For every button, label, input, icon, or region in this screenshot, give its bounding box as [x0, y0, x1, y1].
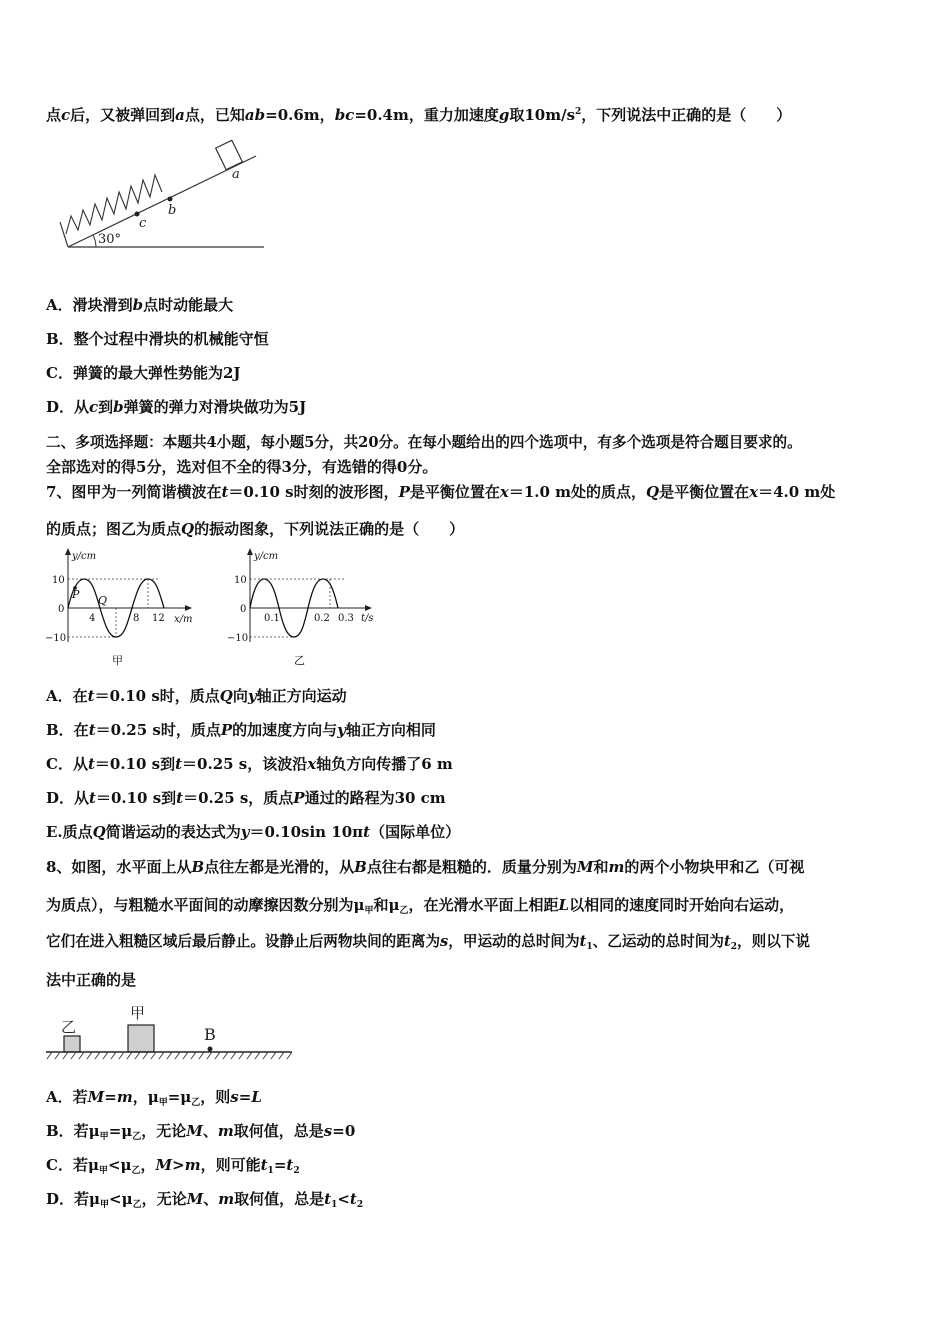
- q8-option-a: [46, 1087, 262, 1113]
- tick-y-0: 0: [240, 604, 247, 615]
- y-axis-label: y/cm: [254, 551, 279, 562]
- text: 它们在进入粗糙区域后最后静止。设静止后两物块间的距离为: [46, 933, 441, 950]
- text: A．在: [46, 687, 88, 705]
- q7-option-d: [46, 788, 446, 808]
- q8-stem-line4: 法中正确的是: [46, 971, 137, 989]
- text: 到: [98, 398, 114, 416]
- text: ，则可能: [200, 1156, 261, 1174]
- text: 和: [593, 858, 609, 876]
- text: ，则以下说: [737, 933, 810, 950]
- text: =0.6m，: [265, 106, 335, 124]
- text: ，则: [200, 1088, 231, 1106]
- text: =: [104, 1088, 117, 1106]
- var: M: [186, 1190, 204, 1208]
- text: 弹簧的弹力对滑块做功为5J: [123, 398, 307, 416]
- var: Q: [181, 520, 195, 538]
- text: 是平衡位置在: [659, 483, 750, 501]
- text: A．若: [46, 1088, 88, 1106]
- var: x: [307, 755, 317, 773]
- var: t: [87, 687, 95, 705]
- text: ，无论: [141, 1190, 187, 1208]
- text: E.质点: [46, 823, 93, 841]
- tick-t-0-3: 0.3: [338, 613, 354, 624]
- var: P: [220, 721, 233, 739]
- var: M: [87, 1088, 105, 1106]
- text: ，在光滑水平面上相距: [408, 896, 559, 914]
- text: ，: [140, 1156, 156, 1174]
- subscript: 乙: [131, 1166, 141, 1176]
- slider-block: [216, 140, 243, 169]
- y-axis-arrow: [247, 548, 253, 555]
- tick-x-12: 12: [152, 613, 165, 624]
- point-b-label: b: [168, 203, 177, 218]
- text: 是平衡位置在: [409, 483, 500, 501]
- text: 以相同的速度同时开始向右运动，: [569, 896, 795, 914]
- subscript: 甲: [100, 1200, 110, 1210]
- q7-stem-line2: [46, 519, 464, 539]
- point-p-label: P: [72, 588, 80, 601]
- text: B．在: [46, 721, 89, 739]
- tick-t-0-2: 0.2: [314, 613, 330, 624]
- text: >: [172, 1156, 185, 1174]
- point-q-label: Q: [98, 594, 108, 607]
- var: s: [323, 1122, 333, 1140]
- incline-figure: [56, 134, 271, 252]
- exponent: 2: [575, 107, 582, 117]
- point-b-dot: [168, 197, 173, 202]
- text: <μ: [107, 1156, 132, 1174]
- text: 点往左都是光滑的，从: [204, 858, 355, 876]
- x-axis-label: x/m: [174, 614, 193, 625]
- text: 和μ: [373, 896, 400, 914]
- text: 、: [202, 1122, 218, 1140]
- text: 轴负方向传播了6 m: [316, 755, 453, 773]
- label-yi: 乙: [61, 1018, 77, 1036]
- var: m: [116, 1088, 133, 1106]
- text: ＝0.25 s，质点: [183, 789, 294, 807]
- var: t: [579, 933, 587, 950]
- tick-t-0-1: 0.1: [264, 613, 280, 624]
- y-axis-arrow: [65, 548, 71, 555]
- point-b-dot: [208, 1047, 213, 1052]
- text: =: [273, 1156, 287, 1174]
- q6-option-a: [46, 295, 233, 315]
- text: 向: [232, 687, 248, 705]
- q7-option-c: [46, 754, 453, 774]
- text: =μ: [108, 1122, 133, 1140]
- text: 通过的路程为30 cm: [304, 789, 446, 807]
- section2-line1: 二、多项选择题：本题共4小题，每小题5分，共20分。在每小题给出的四个选项中，有多个选项是符合题目要求的。: [46, 434, 802, 451]
- var: t: [176, 789, 184, 807]
- q6-option-c: C．弹簧的最大弹性势能为2J: [46, 364, 241, 382]
- text: 为质点），与粗糙水平面间的动摩擦因数分别为μ: [46, 896, 365, 914]
- var: y: [240, 823, 250, 841]
- var: t: [324, 1190, 332, 1208]
- block-yi: [64, 1036, 80, 1052]
- var: t: [89, 789, 96, 807]
- q7-option-b: [46, 720, 436, 740]
- angle-label: 30°: [98, 232, 122, 247]
- var: y: [337, 721, 346, 739]
- label-jia: 甲: [130, 1004, 146, 1022]
- subscript: 甲: [99, 1132, 109, 1142]
- q7-stem-line1: [46, 482, 835, 502]
- text: 7、图甲为一列简谐横波在: [46, 483, 222, 501]
- text: 8、如图，水平面上从: [46, 858, 192, 876]
- var: M: [155, 1156, 173, 1174]
- text: 轴正方向运动: [256, 687, 347, 705]
- text: 简谐运动的表达式为: [105, 823, 241, 841]
- text: 点往右都是粗糙的．质量分别为: [366, 858, 577, 876]
- subscript: 乙: [132, 1200, 142, 1210]
- text: 后，又被弹回到: [70, 106, 176, 124]
- q8-stem-line2: [46, 895, 794, 921]
- q6-stem: [46, 102, 791, 125]
- var: Q: [646, 483, 660, 501]
- var: Q: [219, 687, 233, 705]
- var: P: [293, 789, 305, 807]
- text: 轴正方向相同: [345, 721, 436, 739]
- text: ＝0.10 s时刻的波形图，: [228, 483, 399, 501]
- var: t: [724, 933, 731, 950]
- wave-figure-yi: [222, 546, 382, 670]
- var: s: [230, 1088, 239, 1106]
- var: L: [558, 896, 570, 914]
- text: D．从: [46, 789, 90, 807]
- text: ，下列说法中正确的是（ ）: [581, 106, 792, 124]
- y-axis-label: y/cm: [72, 551, 97, 562]
- subscript: 甲: [158, 1098, 168, 1108]
- text: 、: [203, 1190, 219, 1208]
- caption-yi: 乙: [294, 654, 305, 667]
- var-a: a: [175, 106, 185, 124]
- var: L: [251, 1088, 262, 1106]
- text: A．滑块滑到: [46, 296, 133, 314]
- text: =0.4m，重力加速度: [354, 106, 499, 124]
- var: t: [87, 755, 95, 773]
- ground-hatching: [47, 1052, 292, 1059]
- q7-option-e: [46, 822, 460, 842]
- t-axis-label: t/s: [361, 613, 374, 624]
- section2-line2: 全部选对的得5分，选对但不全的得3分，有选错的得0分。: [46, 458, 438, 476]
- label-b: B: [204, 1025, 216, 1044]
- var: x: [749, 483, 759, 501]
- text: <μ: [109, 1190, 133, 1208]
- text: ＝0.25 s，该波沿: [182, 755, 308, 773]
- subscript: 乙: [191, 1098, 201, 1108]
- var: b: [132, 296, 144, 314]
- text: ＝0.10 s时，质点: [94, 687, 220, 705]
- text: D．若μ: [46, 1190, 100, 1208]
- subscript: 2: [730, 942, 738, 952]
- text: C．从: [46, 755, 88, 773]
- var: m: [608, 858, 625, 876]
- q8-stem-line1: [46, 857, 804, 877]
- tick-y-10: 10: [52, 575, 65, 586]
- q8-option-d: [46, 1189, 363, 1215]
- var: M: [186, 1122, 203, 1140]
- wall-line: [60, 222, 68, 247]
- text: ，μ: [132, 1088, 159, 1106]
- subscript: 1: [331, 1200, 338, 1210]
- text: （国际单位）: [370, 823, 461, 841]
- point-a-label: a: [232, 167, 240, 182]
- subscript: 2: [293, 1166, 300, 1176]
- subscript: 1: [267, 1166, 274, 1176]
- tick-y-0: 0: [58, 604, 65, 615]
- q8-option-c: [46, 1155, 300, 1181]
- text: ＝4.0 m处: [758, 483, 836, 501]
- text: ＝0.10 s到: [94, 755, 176, 773]
- text: =0: [332, 1122, 356, 1140]
- var: m: [217, 1122, 234, 1140]
- q8-stem-line3: [46, 932, 810, 957]
- var-ab: ab: [244, 106, 266, 124]
- text: =: [238, 1088, 252, 1106]
- var: c: [89, 398, 99, 416]
- var: b: [113, 398, 124, 416]
- text: 、乙运动的总时间为: [592, 933, 724, 950]
- var: B: [354, 858, 367, 876]
- text: ＝1.0 m处的质点，: [508, 483, 647, 501]
- subscript: 乙: [399, 906, 409, 916]
- text: 的两个小物块甲和乙（可视: [624, 858, 805, 876]
- blocks-figure: [44, 998, 296, 1064]
- text: ＝0.10sin 10π: [249, 823, 364, 841]
- text: =μ: [167, 1088, 192, 1106]
- text: 取何值，总是: [233, 1122, 324, 1140]
- subscript: 1: [586, 942, 593, 952]
- text: ，无论: [141, 1122, 187, 1140]
- text: 点时动能最大: [143, 296, 234, 314]
- tick-x-4: 4: [89, 613, 96, 624]
- text: 的振动图象，下列说法正确的是（ ）: [194, 520, 465, 538]
- var-bc: bc: [334, 106, 355, 124]
- var: t: [260, 1156, 268, 1174]
- text: ＝0.25 s时，质点: [95, 721, 221, 739]
- var: P: [398, 483, 410, 501]
- q6-option-d: [46, 397, 306, 417]
- var: s: [440, 933, 449, 950]
- subscript: 乙: [132, 1132, 142, 1142]
- wave-figure-jia: [42, 546, 202, 670]
- text: ，甲运动的总时间为: [448, 933, 580, 950]
- block-jia: [128, 1025, 154, 1052]
- text: 的质点；图乙为质点: [46, 520, 182, 538]
- var: t: [88, 721, 96, 739]
- text: 的加速度方向与: [232, 721, 338, 739]
- var: t: [363, 823, 371, 841]
- text: <: [337, 1190, 350, 1208]
- t-axis-arrow: [365, 605, 372, 611]
- x-axis-arrow: [185, 605, 192, 611]
- q6-option-b: B．整个过程中滑块的机械能守恒: [46, 330, 269, 348]
- subscript: 甲: [98, 1166, 108, 1176]
- q7-option-a: [46, 686, 347, 706]
- text: 点: [46, 106, 62, 124]
- angle-arc: [93, 235, 96, 247]
- point-c-label: c: [139, 216, 147, 231]
- var: x: [499, 483, 509, 501]
- var-g: g: [498, 106, 510, 124]
- subscript: 甲: [364, 906, 374, 916]
- var: Q: [92, 823, 106, 841]
- var: m: [184, 1156, 201, 1174]
- tick-x-8: 8: [133, 613, 140, 624]
- var-c: c: [61, 106, 71, 124]
- tick-y-neg10: −10: [227, 633, 249, 644]
- text: D．从: [46, 398, 90, 416]
- var: t: [286, 1156, 294, 1174]
- var: t: [349, 1190, 357, 1208]
- q8-option-b: [46, 1121, 355, 1147]
- subscript: 2: [356, 1200, 364, 1210]
- var: t: [175, 755, 183, 773]
- caption-jia: 甲: [112, 654, 123, 667]
- incline-line: [68, 156, 256, 247]
- var: t: [221, 483, 229, 501]
- text: C．若μ: [46, 1156, 99, 1174]
- text: 取10m/s: [509, 106, 576, 124]
- var: y: [247, 687, 257, 705]
- text: 点，已知: [184, 106, 245, 124]
- tick-y-10: 10: [234, 575, 247, 586]
- var: m: [218, 1190, 235, 1208]
- var: B: [191, 858, 205, 876]
- text: B．若μ: [46, 1122, 100, 1140]
- text: 取何值，总是: [234, 1190, 325, 1208]
- var: M: [576, 858, 594, 876]
- text: ＝0.10 s到: [95, 789, 177, 807]
- tick-y-neg10: −10: [45, 633, 67, 644]
